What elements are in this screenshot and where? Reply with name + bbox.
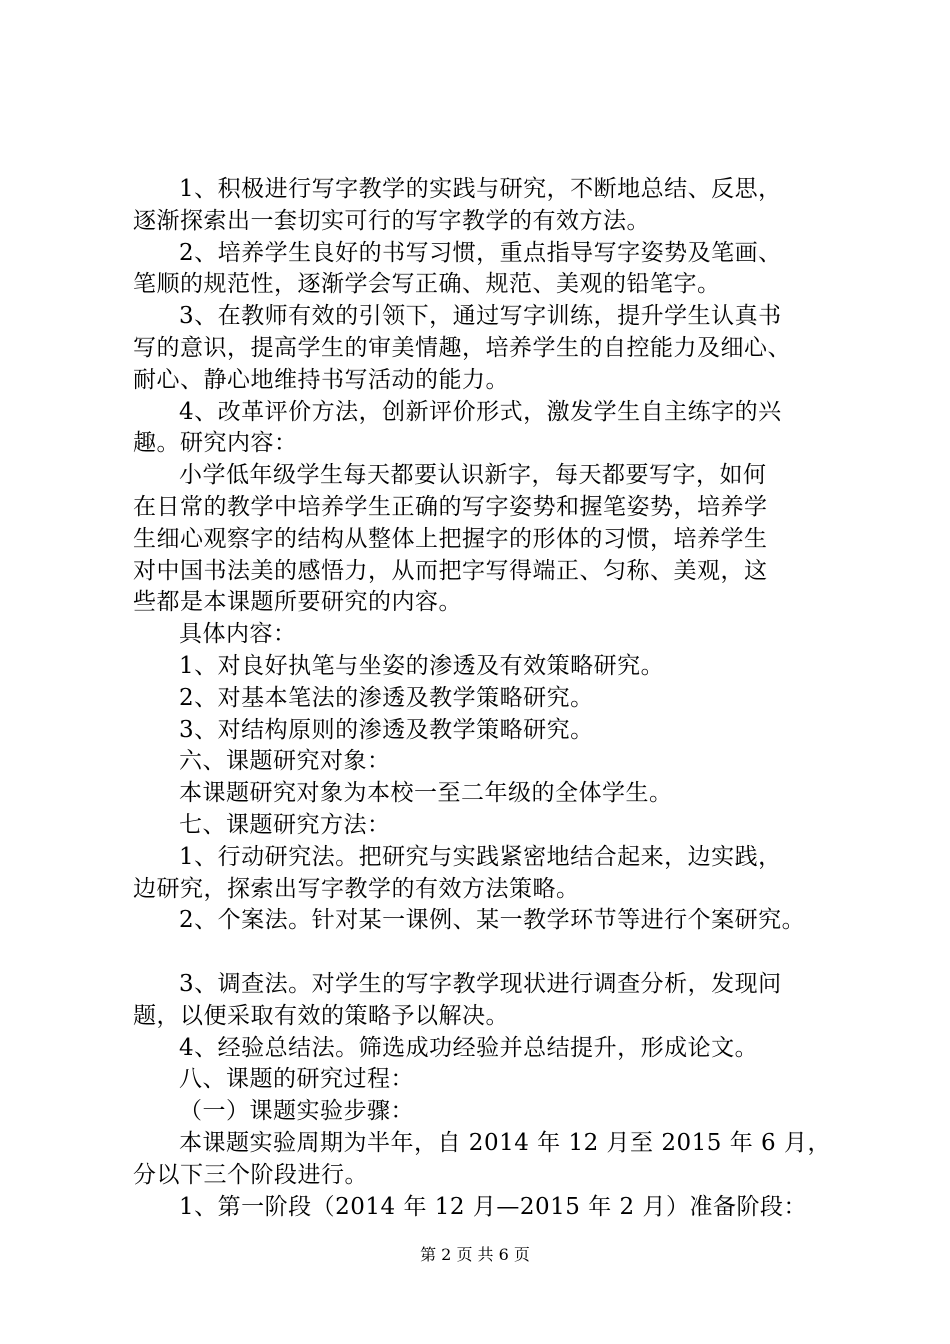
text-line: 3、调查法。对学生的写字教学现状进行调查分析，发现问 <box>179 970 782 997</box>
text-line: 小学低年级学生每天都要认识新字，每天都要写字，如何 <box>179 462 767 489</box>
text-line: 趣。研究内容： <box>133 430 298 457</box>
text-line: 2、个案法。针对某一课例、某一教学环节等进行个案研究。 <box>179 907 806 934</box>
text-line: 题，以便采取有效的策略予以解决。 <box>133 1002 509 1029</box>
text-line: （一）课题实验步骤： <box>179 1098 414 1125</box>
text-line: 八、课题的研究过程： <box>179 1066 414 1093</box>
text-line: 对中国书法美的感悟力，从而把字写得端正、匀称、美观，这 <box>133 557 768 584</box>
text-line: 1、行动研究法。把研究与实践紧密地结合起来，边实践， <box>179 843 782 870</box>
text-line: 1、对良好执笔与坐姿的渗透及有效策略研究。 <box>179 652 665 679</box>
text-line: 本课题实验周期为半年，自 2014 年 12 月至 2015 年 6 月， <box>179 1129 831 1156</box>
text-line: 1、第一阶段（2014 年 12 月—2015 年 2 月）准备阶段： <box>179 1193 807 1220</box>
text-line: 写的意识，提高学生的审美情趣，培养学生的自控能力及细心、 <box>133 334 791 361</box>
text-line: 3、在教师有效的引领下，通过写字训练，提升学生认真书 <box>179 303 782 330</box>
text-line: 本课题研究对象为本校一至二年级的全体学生。 <box>179 780 673 807</box>
text-line: 六、课题研究对象： <box>179 748 391 775</box>
text-line: 在日常的教学中培养学生正确的写字姿势和握笔姿势，培养学 <box>133 493 768 520</box>
text-line: 3、对结构原则的渗透及教学策略研究。 <box>179 716 594 743</box>
page-footer: 第 2 页 共 6 页 <box>420 1245 530 1264</box>
text-line: 4、经验总结法。筛选成功经验并总结提升，形成论文。 <box>179 1034 759 1061</box>
text-line: 2、培养学生良好的书写习惯，重点指导写字姿势及笔画、 <box>179 239 782 266</box>
text-line: 4、改革评价方法，创新评价形式，激发学生自主练字的兴 <box>179 398 782 425</box>
text-line: 边研究，探索出写字教学的有效方法策略。 <box>133 875 580 902</box>
text-line: 逐渐探索出一套切实可行的写字教学的有效方法。 <box>133 207 650 234</box>
text-line: 分以下三个阶段进行。 <box>133 1161 368 1188</box>
document-body <box>133 174 853 1223</box>
text-line: 七、课题研究方法： <box>179 811 391 838</box>
text-line: 些都是本课题所要研究的内容。 <box>133 589 462 616</box>
text-line: 具体内容： <box>179 621 297 648</box>
text-line: 生细心观察字的结构从整体上把握字的形体的习惯，培养学生 <box>133 525 768 552</box>
text-line: 笔顺的规范性，逐渐学会写正确、规范、美观的铅笔字。 <box>133 271 721 298</box>
text-line: 1、积极进行写字教学的实践与研究，不断地总结、反思， <box>179 176 782 202</box>
blank-line <box>133 937 853 969</box>
text-line: 耐心、静心地维持书写活动的能力。 <box>133 366 509 393</box>
text-line: 2、对基本笔法的渗透及教学策略研究。 <box>179 684 594 711</box>
